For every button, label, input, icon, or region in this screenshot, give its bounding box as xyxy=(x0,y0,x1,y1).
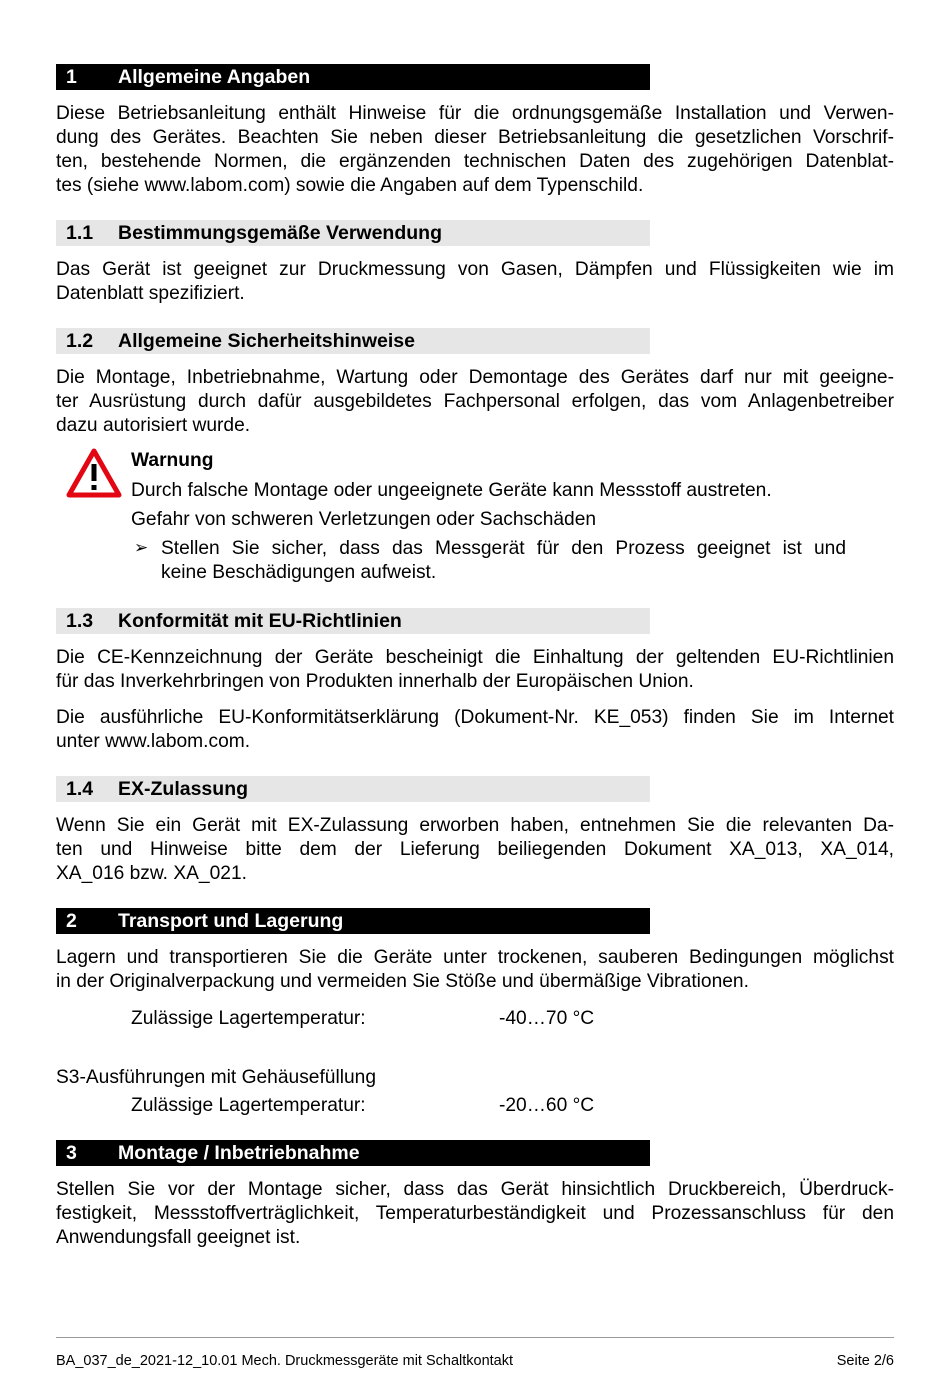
section-1-2-paragraph xyxy=(56,366,894,438)
section-1-1-paragraph xyxy=(56,258,894,306)
section-title: Transport und Lagerung xyxy=(118,910,344,932)
section-1-3-paragraph xyxy=(56,646,894,694)
footer-divider xyxy=(56,1337,894,1338)
section-number: 1 xyxy=(66,66,77,88)
s3-variant-label: S3-Ausführungen mit Gehäusefüllung xyxy=(56,1067,376,1088)
section-title: Allgemeine Sicherheitshinweise xyxy=(118,330,415,352)
text-line: Stellen Sie vor der Montage sicher, dass das Gerät hinsichtlich Druckbereich, Überdruck- xyxy=(56,1179,894,1200)
text-line: Datenblatt spezifiziert. xyxy=(56,283,245,304)
section-1-2-heading xyxy=(56,328,650,354)
section-number: 1.1 xyxy=(66,222,94,244)
section-number: 3 xyxy=(66,1142,77,1164)
text-line: Diese Betriebsanleitung enthält Hinweise für die ordnungsgemäße Installation und Verwen- xyxy=(56,103,894,124)
storage-temp-label-s3: Zulässige Lagertemperatur: xyxy=(131,1095,366,1116)
section-1-1-heading xyxy=(56,220,650,246)
text-line: Lagern und transportieren Sie die Geräte unter trockenen, sauberen Bedingungen möglichst xyxy=(56,947,894,968)
section-number: 1.4 xyxy=(66,778,94,800)
storage-temp-value: -40…70 °C xyxy=(499,1008,595,1029)
warning-text: Durch falsche Montage oder ungeeignete Geräte kann Messstoff austreten. xyxy=(131,480,772,501)
text-line: Die Montage, Inbetriebnahme, Wartung oder Demontage des Gerätes darf nur mit geeigne- xyxy=(56,367,894,388)
warning-bullet-text xyxy=(161,537,846,585)
section-2-heading xyxy=(56,908,650,934)
text-line: für das Inverkehrbringen von Produkten innerhalb der Europäischen Union. xyxy=(56,671,694,692)
text-line: in der Originalverpackung und vermeiden Sie Stöße und übermäßige Vibrationen. xyxy=(56,971,749,992)
section-3-paragraph xyxy=(56,1178,894,1250)
warning-triangle-icon xyxy=(66,448,122,498)
text-line: Stellen Sie sicher, dass das Messgerät für den Prozess geeignet ist und xyxy=(161,538,846,559)
text-line: Die CE-Kennzeichnung der Geräte bescheinigt die Einhaltung der geltenden EU-Richtlinien xyxy=(56,647,894,668)
text-line: Wenn Sie ein Gerät mit EX-Zulassung erworben haben, entnehmen Sie die relevanten Da- xyxy=(56,815,894,836)
text-line: Die ausführliche EU-Konformitätserklärung (Dokument-Nr. KE_053) finden Sie im Internet xyxy=(56,707,894,728)
section-title: Allgemeine Angaben xyxy=(118,66,311,88)
section-1-4-heading xyxy=(56,776,650,802)
section-1-paragraph xyxy=(56,102,894,198)
section-title: Konformität mit EU-Richtlinien xyxy=(118,610,402,632)
text-line: dung des Gerätes. Beachten Sie neben dieser Betriebsanleitung die gesetzlichen Vorschrif- xyxy=(56,127,894,148)
section-title: EX-Zulassung xyxy=(118,778,249,800)
text-line: unter www.labom.com. xyxy=(56,731,251,752)
footer-page-number: Seite 2/6 xyxy=(836,1353,894,1369)
bullet-arrow-icon: ➢ xyxy=(134,538,149,557)
text-line: tes (siehe www.labom.com) sowie die Angaben auf dem Typenschild. xyxy=(56,175,644,196)
section-number: 1.2 xyxy=(66,330,94,352)
section-3-heading xyxy=(56,1140,650,1166)
section-1-heading xyxy=(56,64,650,90)
text-line: ten, bestehende Normen, die ergänzenden technischen Daten des zugehörigen Datenblat- xyxy=(56,151,894,172)
warning-text: Gefahr von schweren Verletzungen oder Sachschäden xyxy=(131,509,597,530)
text-line: dazu autorisiert wurde. xyxy=(56,415,251,436)
section-title: Bestimmungsgemäße Verwendung xyxy=(118,222,442,244)
section-title: Montage / Inbetriebnahme xyxy=(118,1142,360,1164)
warning-title: Warnung xyxy=(131,450,214,471)
storage-temp-value-s3: -20…60 °C xyxy=(499,1095,595,1116)
section-number: 2 xyxy=(66,910,77,932)
section-2-paragraph xyxy=(56,946,894,994)
storage-temp-label: Zulässige Lagertemperatur: xyxy=(131,1008,366,1029)
text-line: keine Beschädigungen aufweist. xyxy=(161,562,437,583)
section-1-4-paragraph xyxy=(56,814,894,886)
text-line: festigkeit, Messstoffverträglichkeit, Temperaturbeständigkeit und Prozessanschluss für den xyxy=(56,1203,894,1224)
footer-document-id: BA_037_de_2021-12_10.01 Mech. Druckmessgeräte mit Schaltkontakt xyxy=(56,1353,514,1369)
section-number: 1.3 xyxy=(66,610,94,632)
section-1-3-heading xyxy=(56,608,650,634)
text-line: ter Ausrüstung durch dafür ausgebildetes Fachpersonal erfolgen, das vom Anlagenbetreiber xyxy=(56,391,894,412)
section-1-3-paragraph-2 xyxy=(56,706,894,754)
text-line: Anwendungsfall geeignet ist. xyxy=(56,1227,301,1248)
text-line: ten und Hinweise bitte dem der Lieferung beiliegenden Dokument XA_013, XA_014, xyxy=(56,839,894,860)
text-line: Das Gerät ist geeignet zur Druckmessung von Gasen, Dämpfen und Flüssigkeiten wie im xyxy=(56,259,894,280)
text-line: XA_016 bzw. XA_021. xyxy=(56,863,247,884)
